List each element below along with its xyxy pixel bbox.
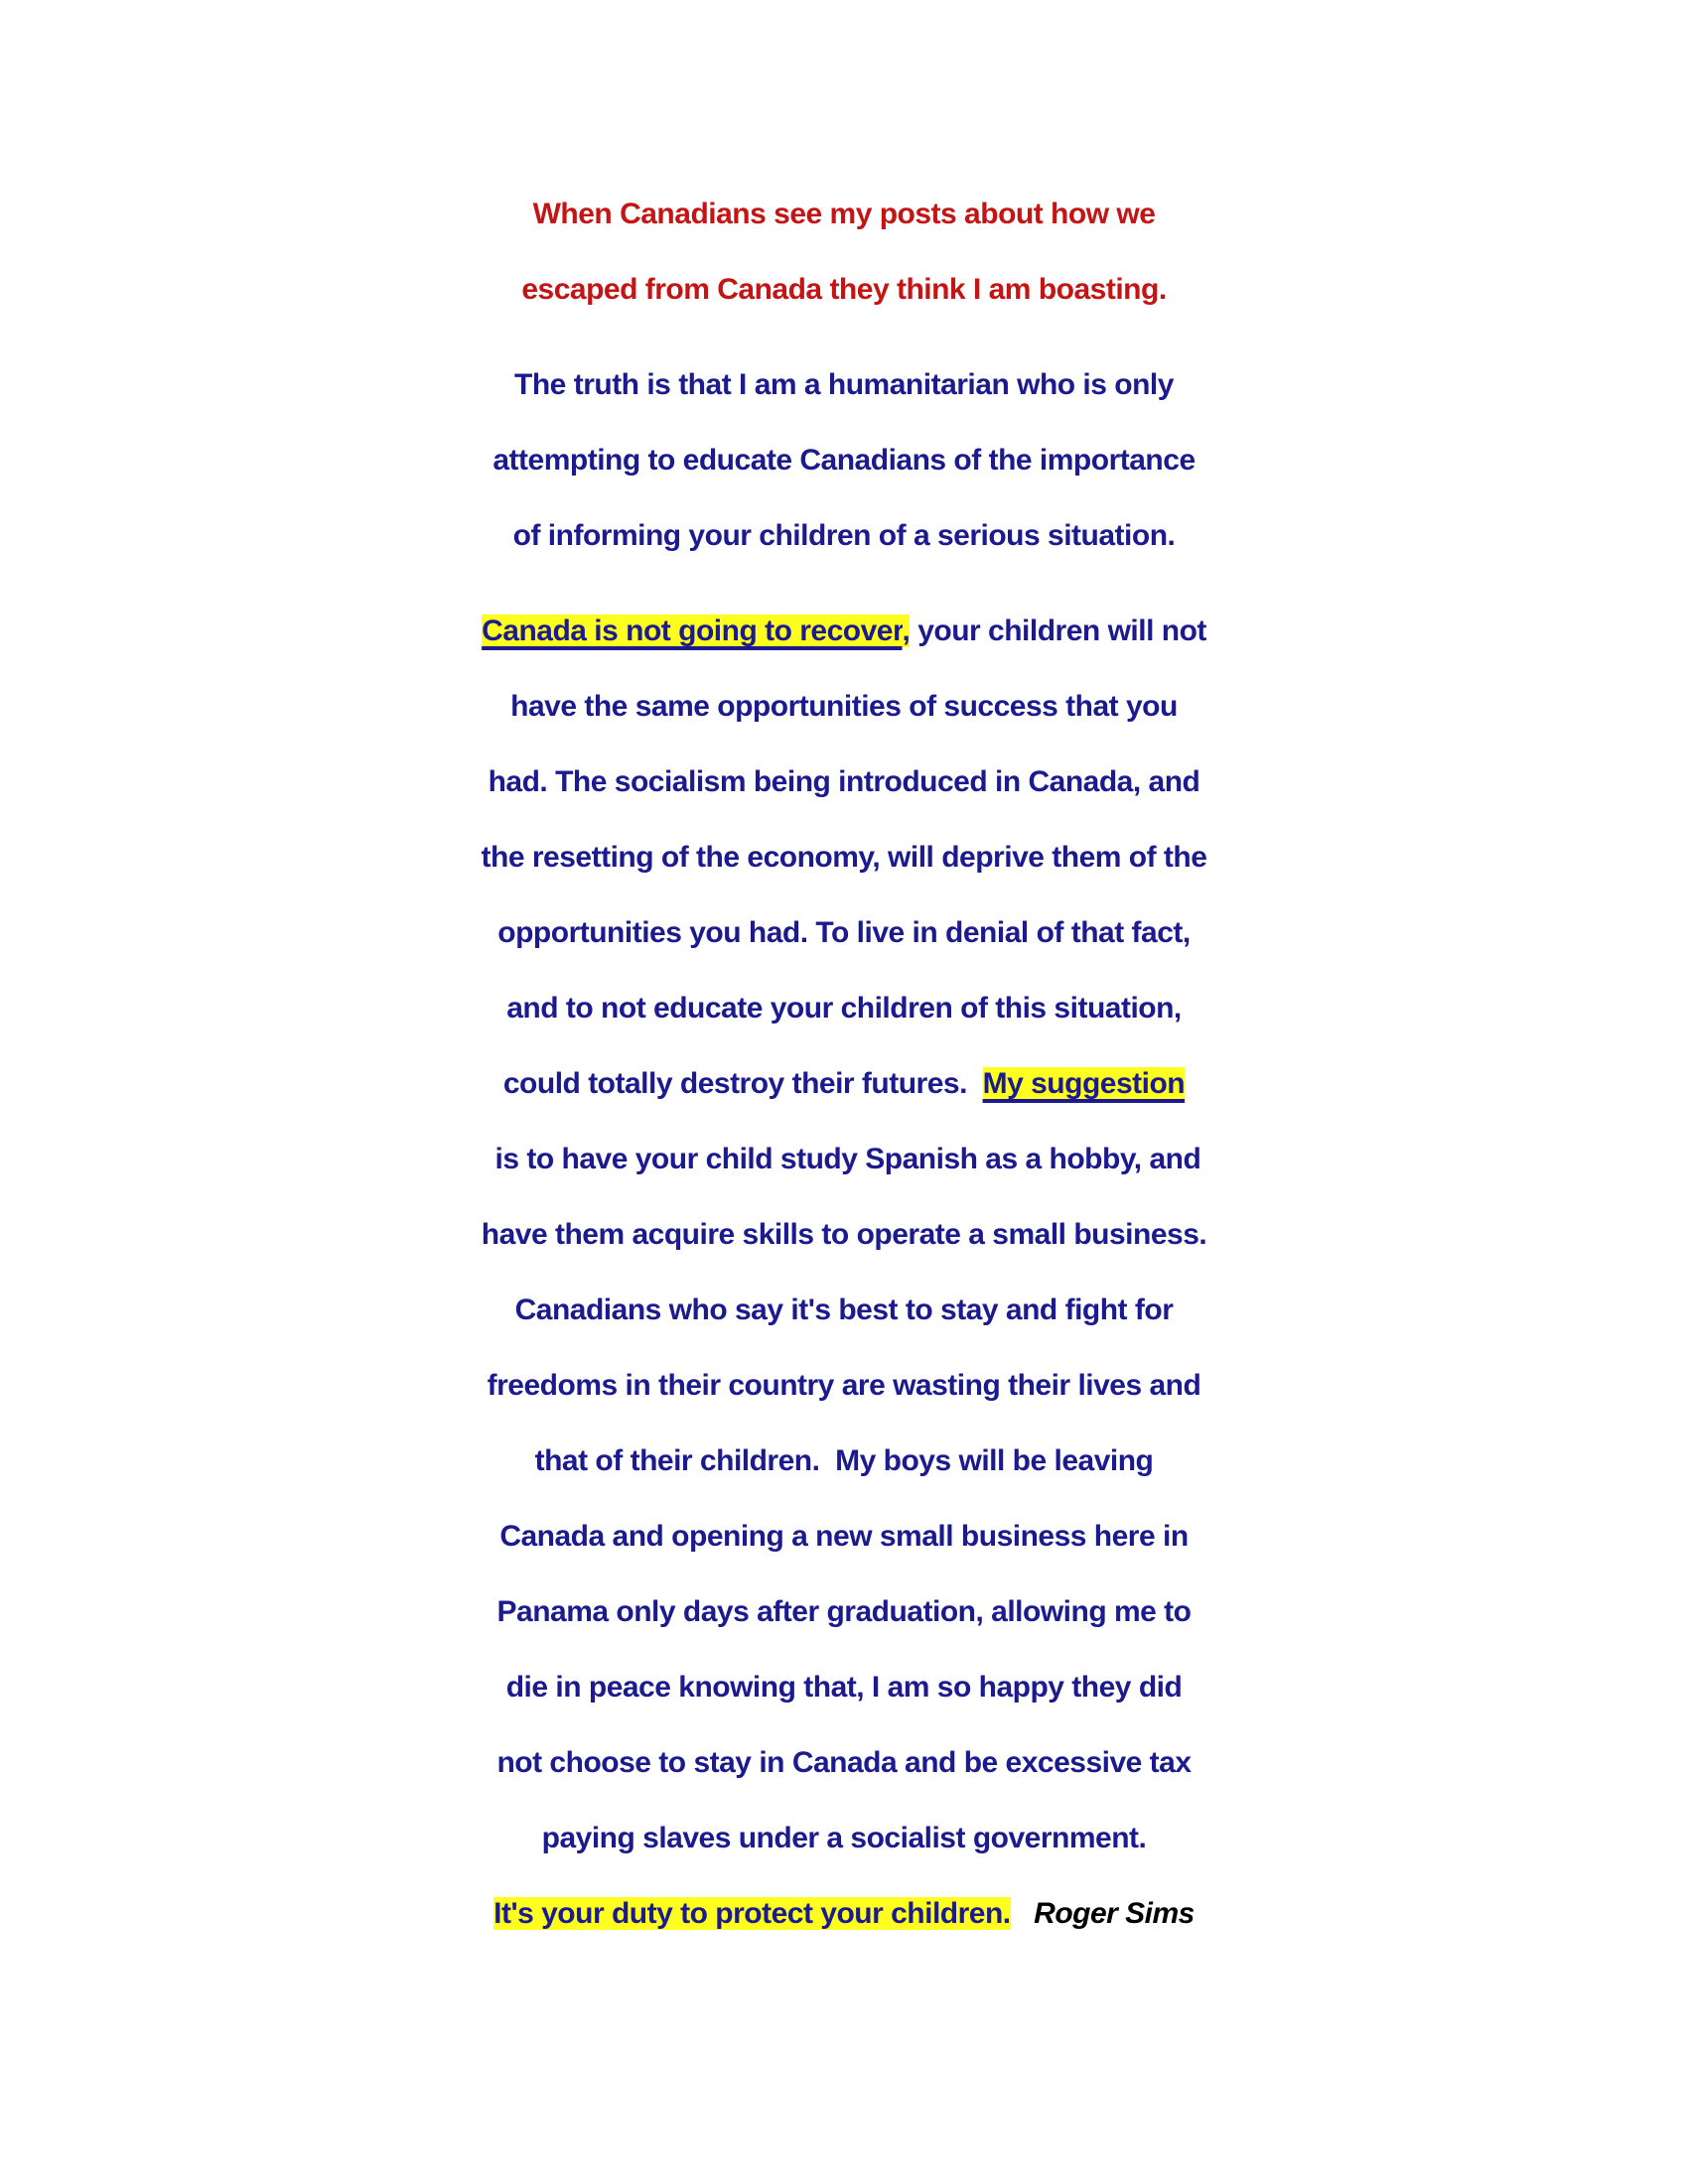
header-line-2: escaped from Canada they think I am boasting. bbox=[521, 273, 1167, 306]
body-line-13: Canada and opening a new small business here in bbox=[499, 1520, 1189, 1553]
closing-line bbox=[0, 1876, 1688, 1952]
body-line-1-rest: your children will not bbox=[910, 614, 1206, 647]
body-line-1 bbox=[0, 594, 1688, 669]
highlight-comma: , bbox=[902, 614, 911, 647]
body-line-10: Canadians who say it's best to stay and fight for bbox=[514, 1294, 1174, 1326]
intro-line-1: The truth is that I am a humanitarian who is only bbox=[514, 368, 1174, 401]
body-line-6: and to not educate your children of this situation, bbox=[506, 992, 1182, 1024]
body-line-2: have the same opportunities of success that you bbox=[510, 690, 1178, 723]
signature: Roger Sims bbox=[1034, 1897, 1195, 1930]
body-line-5: opportunities you had. To live in denial of that fact, bbox=[497, 916, 1191, 949]
header-line-1: When Canadians see my posts about how we bbox=[532, 198, 1156, 230]
body-line-12: that of their children. My boys will be leaving bbox=[534, 1444, 1154, 1477]
body-line-14: Panama only days after graduation, allowing me to bbox=[496, 1595, 1192, 1628]
body-line-11: freedoms in their country are wasting their lives and bbox=[487, 1369, 1201, 1402]
body-line-7-start: could totally destroy their futures. bbox=[502, 1067, 983, 1100]
closing-gap bbox=[1011, 1897, 1035, 1930]
body-line-17: paying slaves under a socialist government. bbox=[541, 1822, 1147, 1854]
intro-line-3: of informing your children of a serious situation. bbox=[512, 519, 1176, 552]
body-line-7 bbox=[0, 1046, 1688, 1122]
body-line-16: not choose to stay in Canada and be excessive tax bbox=[496, 1746, 1192, 1779]
highlight-suggestion: My suggestion bbox=[982, 1067, 1186, 1100]
highlight-duty: It's your duty to protect your children. bbox=[493, 1897, 1011, 1930]
body-line-15: die in peace knowing that, I am so happy they did bbox=[505, 1671, 1183, 1704]
intro-line-2: attempting to educate Canadians of the importance bbox=[492, 444, 1196, 477]
highlight-recover: Canada is not going to recover bbox=[482, 614, 903, 647]
body-line-3: had. The socialism being introduced in Canada, and bbox=[488, 765, 1200, 798]
body-line-8: is to have your child study Spanish as a hobby, and bbox=[487, 1143, 1201, 1175]
body-line-4: the resetting of the economy, will deprive them of the bbox=[481, 841, 1207, 874]
body-line-9: have them acquire skills to operate a small business. bbox=[481, 1218, 1207, 1251]
